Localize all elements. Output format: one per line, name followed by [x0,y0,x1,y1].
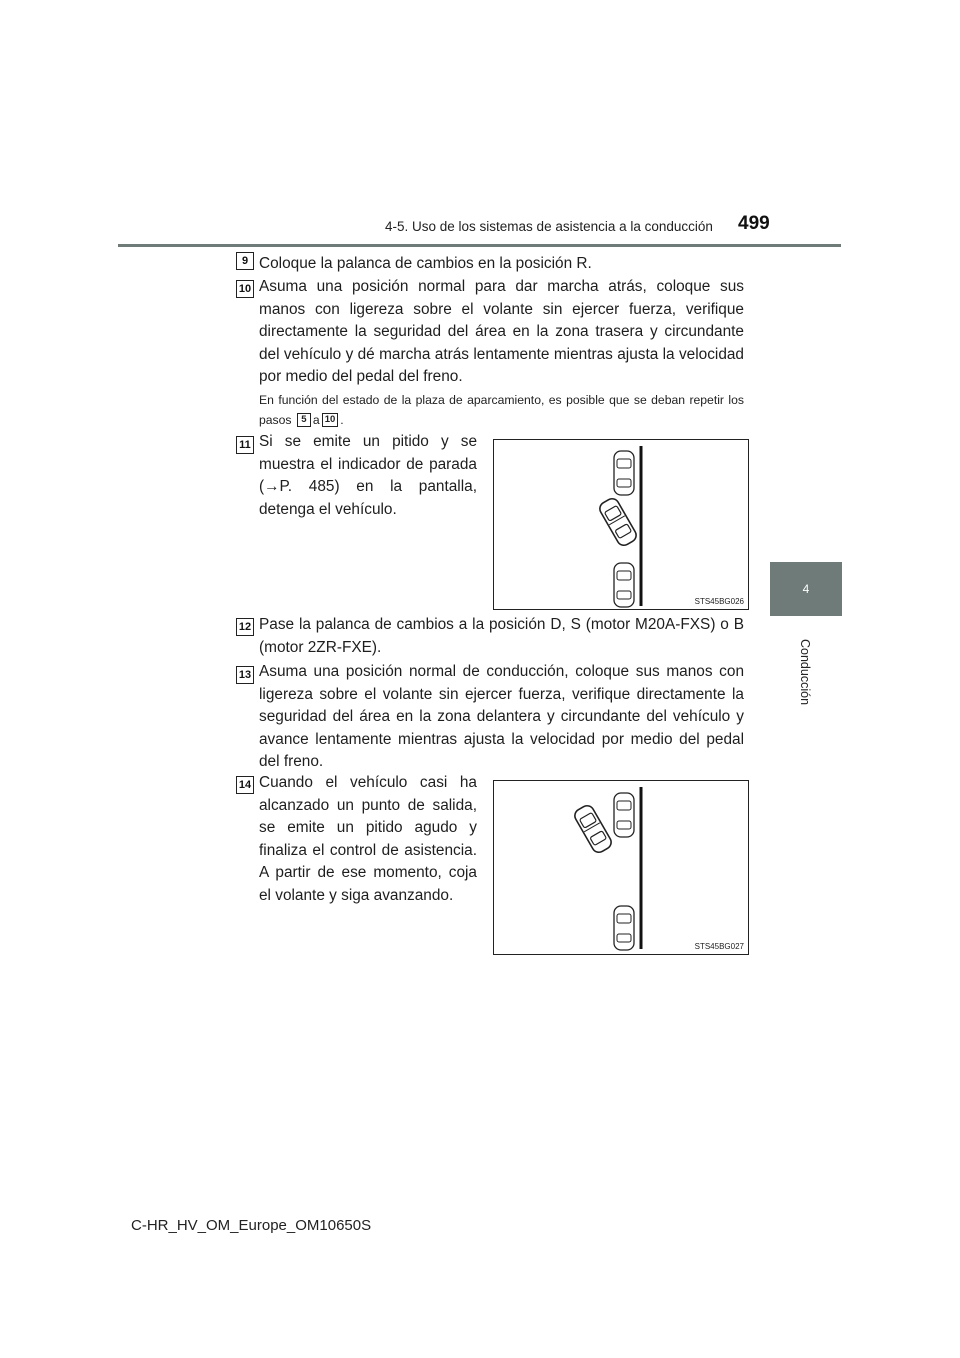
note-text-before: En función del estado de la plaza de aparcamiento, es posible que se deban repetir los pasos [259,393,744,427]
document-id: C-HR_HV_OM_Europe_OM10650S [131,1217,372,1234]
section-title: 4-5. Uso de los sistemas de asistencia a la conducción [385,219,713,234]
note-text-after: . [340,412,344,427]
step-badge-9: 9 [236,252,254,270]
step-badge-14: 14 [236,776,254,794]
step-text-13: Asuma una posición normal de conducción, coloque sus manos con ligereza sobre el volante sin ejercer fuerza, verifique directamente la seguridad del área en la zona delantera y circundante del vehículo y avance lentamente mientras ajusta la velocidad por medio del pedal del freno. [259,663,744,770]
step-text-10: Asuma una posición normal para dar marcha atrás, coloque sus manos con ligereza sobre el volante sin ejercer fuerza, verifique directamente la seguridad del área en la zona trasera y circundante del vehículo y dé marcha atrás lentamente mientras ajusta la velocidad por medio del pedal del freno. [259,278,744,385]
page-number: 499 [738,213,770,234]
chapter-tab[interactable] [770,562,842,616]
header-divider [118,244,841,247]
step-text-9: Coloque la palanca de cambios en la posición R. [259,255,592,272]
parking-diagram-1 [494,440,748,609]
step-text-14: Cuando el vehículo casi ha alcanzado un punto de salida, se emite un pitido agudo y finaliza el control de asistencia. A partir de ese momento, coja el volante y siga avanzando. [259,774,477,904]
step-badge-13: 13 [236,666,254,684]
step-note [259,391,744,430]
note-badge-from: 5 [297,413,311,427]
step-badge-10: 10 [236,280,254,298]
step-text-11: Si se emite un pitido y se muestra el indicador de parada (→P. 485) en la pantalla, detenga el vehículo. [259,433,477,518]
figure-reverse-parking [493,439,749,610]
note-text-middle: a [312,412,320,427]
chapter-number: 4 [802,582,810,596]
step-badge-12: 12 [236,618,254,636]
figure-exit-parking [493,780,749,955]
parked-car-front [614,793,634,837]
figure-code: STS45BG026 [694,597,744,606]
parked-car-rear [614,906,634,950]
parked-car-rear [614,563,634,607]
parked-car-front [614,451,634,495]
step-badge-11: 11 [236,436,254,454]
figure-code: STS45BG027 [694,942,744,951]
step-text-12: Pase la palanca de cambios a la posición D, S (motor M20A-FXS) o B (motor 2ZR-FXE). [259,616,744,656]
own-car [597,496,638,548]
note-badge-to: 10 [322,413,339,427]
chapter-label: Conducción [798,639,812,706]
own-car [572,803,613,855]
parking-diagram-2 [494,781,748,954]
